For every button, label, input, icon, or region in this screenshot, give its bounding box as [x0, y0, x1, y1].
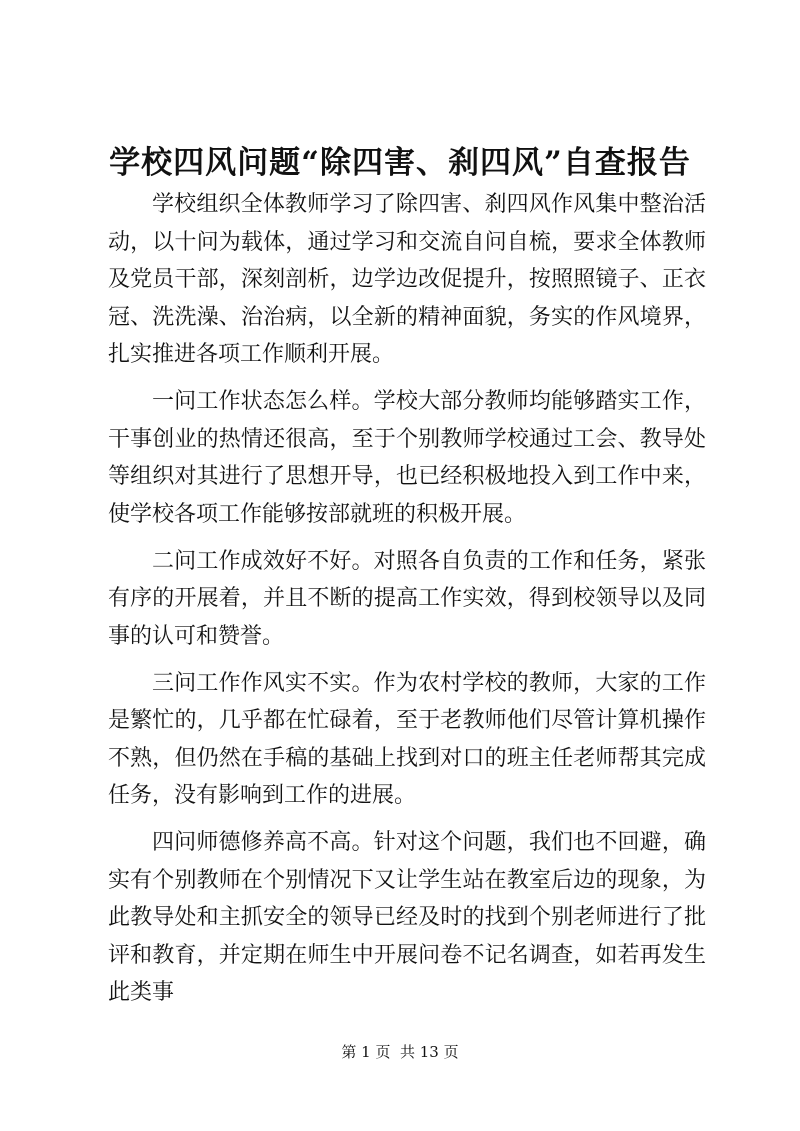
paragraph-question-4: 四问师德修养高不高。针对这个问题，我们也不回避，确实有个别教师在个别情况下又让学生站在教室后边的现象，为此教导处和主抓安全的领导已经及时的找到个别老师进行了批评和教育，并定期在师生中开展问卷不记名调查，如若再发生此类事 — [108, 830, 706, 1005]
paragraph-question-2: 二问工作成效好不好。对照各自负责的工作和任务，紧张有序的开展着，并且不断的提高工作实效，得到校领导以及同事的认可和赞誉。 — [108, 548, 706, 649]
document-body — [108, 186, 706, 1021]
paragraph-question-3: 三问工作作风实不实。作为农村学校的教师，大家的工作是繁忙的，几乎都在忙碌着，至于老教师他们尽管计算机操作不熟，但仍然在手稿的基础上找到对口的班主任老师帮其完成任务，没有影响到工作的进展。 — [108, 670, 706, 808]
paragraph-question-1: 一问工作状态怎么样。学校大部分教师均能够踏实工作，干事创业的热情还很高，至于个别教师学校通过工会、教导处等组织对其进行了思想开导，也已经积极地投入到工作中来，使学校各项工作能够按部就班的积极开展。 — [108, 389, 706, 527]
page-number-label: 第 1 页 共 13 页 — [341, 1043, 459, 1061]
paragraph-intro: 学校组织全体教师学习了除四害、刹四风作风集中整治活动，以十问为载体，通过学习和交流自问自梳，要求全体教师及党员干部，深刻剖析，边学边改促提升，按照照镜子、正衣冠、洗洗澡、治治病，以全新的精神面貌，务实的作风境界，扎实推进各项工作顺利开展。 — [108, 192, 706, 367]
page-footer — [0, 1042, 800, 1062]
document-title: 学校四风问题“除四害、刹四风”自查报告 — [109, 145, 691, 181]
